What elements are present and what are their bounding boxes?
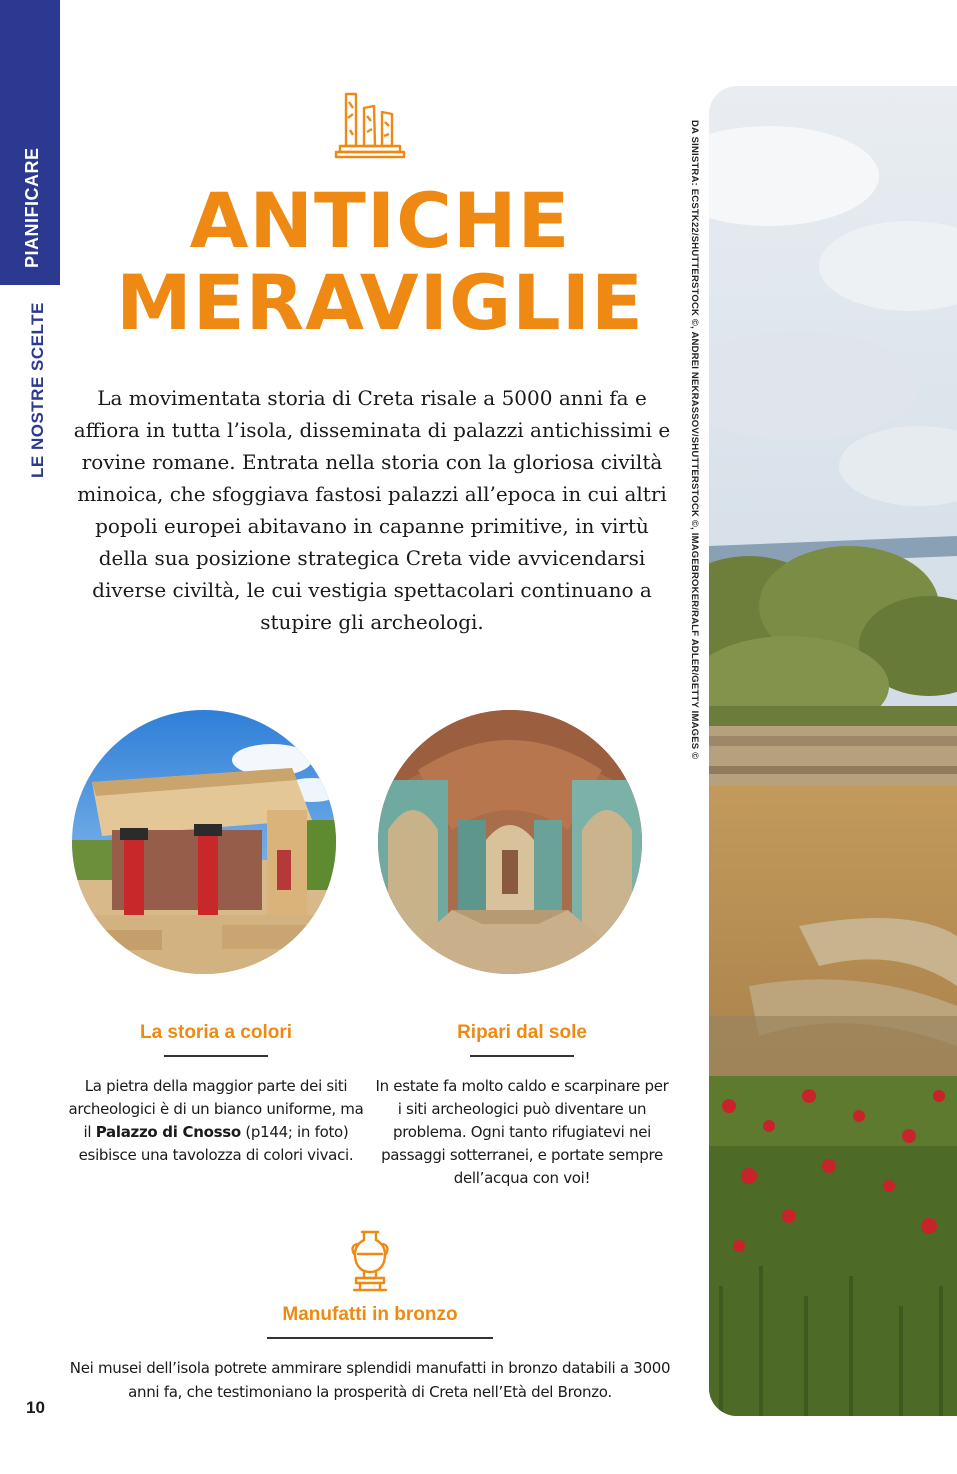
section-tab-pianificare-label: PIANIFICARE <box>22 147 42 268</box>
colors-story-text <box>66 1075 366 1167</box>
colors-story-divider <box>164 1055 268 1057</box>
vaulted-gallery-photo <box>378 710 642 974</box>
page-title <box>60 176 700 347</box>
page-title-line2: MERAVIGLIE <box>116 258 644 347</box>
sun-shelter-text: In estate fa molto caldo e scarpinare per i siti archeologici può diventare un problema. Ogni tanto rifugiatevi nei passaggi sotterranei, e portate sempre dell’acqua con voi! <box>375 1077 669 1187</box>
knossos-palace-photo <box>72 710 336 974</box>
archaeological-site-photo <box>709 86 957 1416</box>
ruins-columns-icon <box>334 88 406 160</box>
sun-shelter-divider <box>470 1055 574 1057</box>
colors-story-text-end: (p144; in foto) esibisce una tavolozza di colori vivaci. <box>78 1123 354 1164</box>
colors-story-title: La storia a colori <box>139 1022 293 1043</box>
photo-credit: DA SINISTRA: ECSTK22/SHUTTERSTOCK ©, ANDREI NEKRASSOV/SHUTTERSTOCK ©, IMAGEBROKER/RALF ADLER/GETTY IMAGES © <box>689 120 700 760</box>
bronze-artifacts-text: Nei musei dell’isola potrete ammirare splendidi manufatti in bronzo databili a 3000 anni fa, che testimoniano la prosperità di Creta nell’Età del Bronzo. <box>69 1359 671 1401</box>
amphora-vase-icon <box>348 1228 392 1294</box>
page-title-line1: ANTICHE <box>189 176 571 265</box>
bronze-artifacts-divider <box>267 1337 493 1339</box>
intro-paragraph: La movimentata storia di Creta risale a 5000 anni fa e affiora in tutta l’isola, disseminata di palazzi antichissimi e rovine romane. Entrata nella storia con la gloriosa civiltà minoica, che sfoggiava fastosi palazzi all’epoca in cui altri popoli europei abitavano in capanne primitive, in virtù della sua posizione strategica Creta vide avvicendarsi diverse civiltà, le cui vestigia spettacolari continuano a stupire gli archeologi. <box>73 386 671 634</box>
page-number: 10 <box>26 1398 45 1417</box>
bronze-artifacts-title: Manufatti in bronzo <box>282 1304 458 1325</box>
knossos-palace-link: Palazzo di Cnosso <box>95 1123 241 1141</box>
sun-shelter-title: Ripari dal sole <box>457 1022 587 1043</box>
section-tab-scelte-label[interactable]: LE NOSTRE SCELTE <box>28 302 47 478</box>
colors-story-text-start: La pietra della maggior parte dei siti archeologici è di un bianco uniforme, ma il <box>68 1077 364 1141</box>
